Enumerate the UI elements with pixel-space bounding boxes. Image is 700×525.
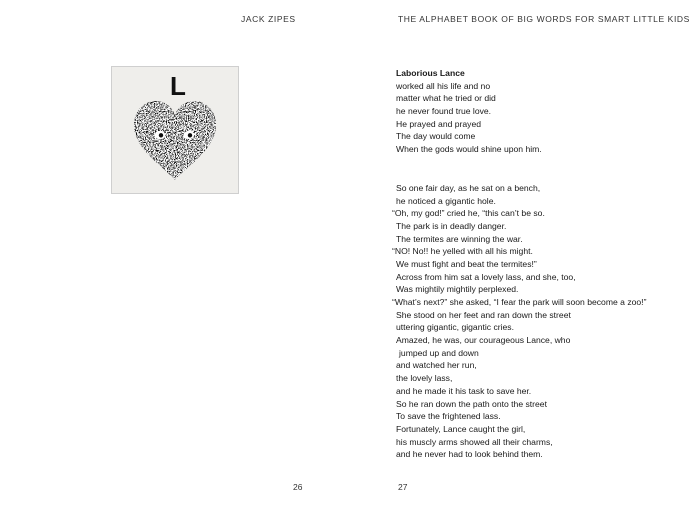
page-number-left: 26 xyxy=(293,482,303,492)
poem-line: So he ran down the path onto the street xyxy=(396,398,547,409)
poem-line: Across from him sat a lovely lass, and she, too, xyxy=(396,271,576,282)
poem-text xyxy=(392,67,696,461)
poem-line: We must fight and beat the termites!” xyxy=(396,258,537,269)
poem-line: and he made it his task to save her. xyxy=(396,385,532,396)
poem-line: his muscly arms showed all their charms, xyxy=(396,436,553,447)
poem-line: Amazed, he was, our courageous Lance, who xyxy=(396,335,571,346)
poem-line: Fortunately, Lance caught the girl, xyxy=(396,423,526,434)
poem-title: Laborious Lance xyxy=(396,68,465,78)
poem-line: worked all his life and no xyxy=(396,80,491,91)
poem-line: He prayed and prayed xyxy=(396,118,482,129)
poem-line: matter what he tried or did xyxy=(396,93,496,104)
heart-shape xyxy=(134,101,216,180)
poem-line: To save the frightened lass. xyxy=(396,411,501,422)
heart-illustration xyxy=(111,66,239,194)
running-head-book-title: THE ALPHABET BOOK OF BIG WORDS FOR SMART LITTLE KIDS xyxy=(398,14,690,24)
poem-line: The termites are winning the war. xyxy=(396,233,523,244)
poem-line: “Oh, my god!” cried he, “this can’t be so. xyxy=(392,208,545,219)
poem-line: and he never had to look behind them. xyxy=(396,449,543,460)
poem-line: uttering gigantic, gigantic cries. xyxy=(396,322,514,333)
poem-line: “What’s next?” she asked, “I fear the park will soon become a zoo!” xyxy=(392,297,647,307)
poem-line: Was mightily mightily perplexed. xyxy=(396,284,519,295)
poem-line: he noticed a gigantic hole. xyxy=(396,195,496,206)
poem-line: The day would come xyxy=(396,131,476,142)
poem-line: he never found true love. xyxy=(396,106,492,117)
heart-creature-icon xyxy=(112,67,238,193)
running-head-author: JACK ZIPES xyxy=(241,14,296,24)
poem-line: When the gods would shine upon him. xyxy=(396,144,542,155)
poem-line: and watched her run, xyxy=(396,360,477,371)
poem-line: The park is in deadly danger. xyxy=(396,220,507,231)
poem-line: She stood on her feet and ran down the street xyxy=(396,309,571,320)
page-number-right: 27 xyxy=(398,482,408,492)
right-pupil xyxy=(188,133,192,137)
poem-line: jumped up and down xyxy=(399,347,479,358)
letter-l: L xyxy=(170,71,186,101)
poem-line: So one fair day, as he sat on a bench, xyxy=(396,182,541,193)
left-pupil xyxy=(159,133,163,137)
poem-line: the lovely lass, xyxy=(396,373,453,384)
poem-line: “NO! No!! he yelled with all his might. xyxy=(392,246,533,257)
